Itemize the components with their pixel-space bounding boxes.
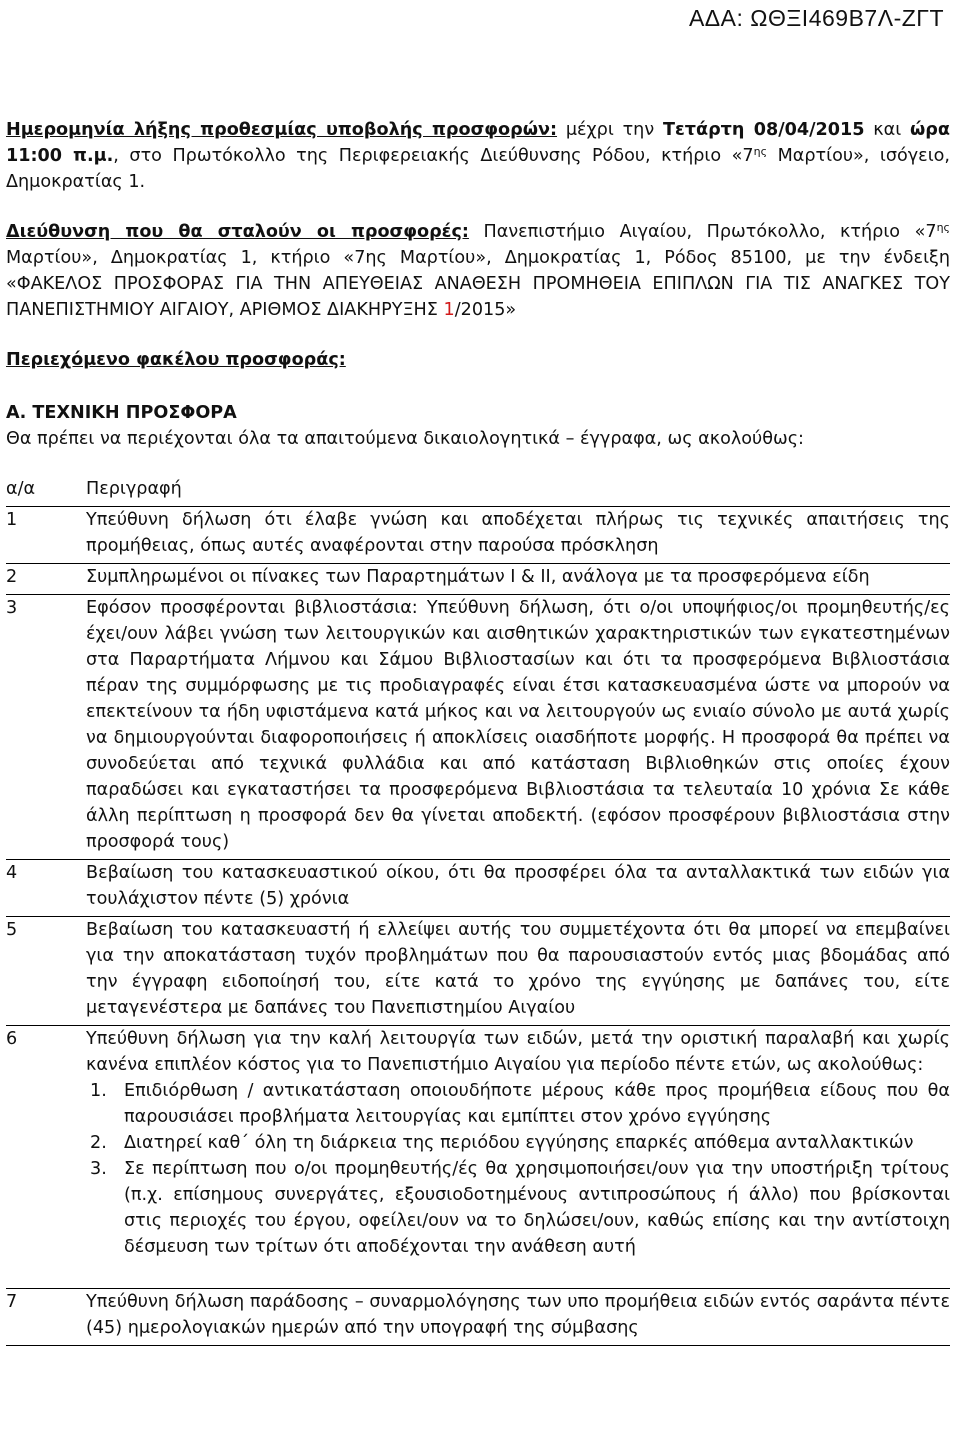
address-paragraph	[6, 219, 950, 323]
row-description	[86, 1026, 950, 1289]
row-description: Βεβαίωση του κατασκευαστικού οίκου, ότι θα προσφέρει όλα τα ανταλλακτικά των ειδών για τουλάχιστον πέντε (5) χρόνια	[86, 860, 950, 917]
address-superscript: ης	[936, 221, 950, 234]
deadline-text-2: και	[864, 120, 911, 140]
documents-table	[6, 476, 950, 1346]
sub-list-item	[86, 1130, 950, 1156]
deadline-text-4: Μαρτίου», ισόγειο, Δημοκρατίας 1.	[6, 146, 951, 192]
section-a-title: Α. ΤΕΧΝΙΚΗ ΠΡΟΣΦΟΡΑ	[6, 403, 237, 423]
deadline-paragraph	[6, 117, 950, 195]
sub-list-item	[86, 1156, 950, 1260]
sub-item-number: 1.	[90, 1081, 107, 1101]
header-description: Περιγραφή	[86, 479, 182, 499]
sub-item-number: 3.	[90, 1159, 107, 1179]
sub-item-number: 2.	[90, 1133, 107, 1153]
deadline-label: Ημερομηνία λήξης προθεσμίας υποβολής προσφορών:	[6, 120, 558, 140]
header-number: α/α	[6, 479, 36, 499]
deadline-superscript: ης	[753, 145, 768, 158]
row-description: Υπεύθυνη δήλωση ότι έλαβε γνώση και αποδέχεται πλήρως τις τεχνικές απαιτήσεις της προμήθειας, όπως αυτές αναφέρονται στην παρούσα πρόσκληση	[86, 507, 950, 564]
spacer	[86, 1260, 950, 1284]
deadline-text-3: , στο Πρωτόκολλο της Περιφερειακής Διεύθυνσης Ρόδου, κτήριο «7	[113, 146, 754, 166]
sub-item-text: Επιδιόρθωση / αντικατάσταση οποιουδήποτε μέρους κάθε προς προμήθεια είδους που θα παρουσιάσει προβλήματα λειτουργίας και εμπίπτει στον χρόνο εγγύησης	[124, 1081, 950, 1127]
address-text-3: /2015»	[454, 300, 517, 320]
deadline-day: Τετάρτη 08/04/2015	[662, 120, 865, 140]
declaration-number: 1	[443, 300, 455, 320]
sub-item-text: Σε περίπτωση που ο/οι προμηθευτής/ές θα χρησιμοποιήσει/ουν για την υποστήριξη τρίτους (π.χ. επίσημους συνεργάτες, εξουσιοδοτημένους αντιπροσώπους ή άλλο) που βρίσκονται στις περιοχές του έργου, οφείλει/ουν να το δηλώσει/ουν, καθώς επίσης και την αντίστοιχη δέσμευση των τρίτων ότι αποδέχονται την ανάθεση αυτή	[124, 1159, 950, 1257]
row-number: 3	[6, 595, 86, 860]
table-row	[6, 1289, 950, 1346]
row-number: 2	[6, 564, 86, 595]
table-row	[6, 564, 950, 595]
address-text-1: Πανεπιστήμιο Αιγαίου, Πρωτόκολλο, κτήριο «7	[468, 222, 937, 242]
row-number: 5	[6, 917, 86, 1026]
deadline-time: ώρα 11:00 π.μ.	[6, 120, 950, 166]
row-number: 4	[6, 860, 86, 917]
row-description: Εφόσον προσφέρονται βιβλιοστάσια: Υπεύθυνη δήλωση, ότι ο/οι υποψήφιος/οι προμηθευτής/ες έχει/ουν λάβει γνώση των λειτουργικών και αισθητικών χαρακτηριστικών των εγκατεστημένων στα Παραρτήματα Λήμνου και Σάμου Βιβλιοστασίων και ότι τα προσφερόμενα Βιβλιοστάσια πέραν της συμμόρφωσης με τις προδιαγραφές είναι έτσι κατασκευασμένα ώστε να μπορούν να επεκτείνουν τα ήδη υφιστάμενα κατά μήκος και να λειτουργούν ως ενιαίο σύνολο με αυτά χωρίς να δημιουργούνται διαφοροποιήσεις ή αποκλίσεις οιασδήποτε μορφής. Η προσφορά θα πρέπει να συνοδεύεται από τεχνικά φυλλάδια και από κατάσταση Βιβλιοθηκών στις οποίες έχουν παραδώσει και εγκαταστήσει τα προσφερόμενα Βιβλιοστάσια τα τελευταία 10 χρόνια Σε κάθε άλλη περίπτωση η προσφορά δεν θα γίνεται αποδεκτή. (εφόσον προσφέρουν βιβλιοστάσια στην προσφορά τους)	[86, 595, 950, 860]
address-label: Διεύθυνση που θα σταλούν οι προσφορές:	[6, 222, 469, 242]
table-row	[6, 595, 950, 860]
table-row	[6, 1026, 950, 1289]
table-row	[6, 917, 950, 1026]
row-description: Υπεύθυνη δήλωση παράδοσης – συναρμολόγησης των υπο προμήθεια ειδών εντός σαράντα πέντε (45) ημερολογιακών ημερών από την υπογραφή της σύμβασης	[86, 1289, 950, 1346]
ada-code: ΑΔΑ: ΩΘΞΙ469Β7Λ-ΖΓΤ	[688, 5, 944, 31]
deadline-text-1: μέχρι την	[557, 120, 663, 140]
sub-list-item	[86, 1078, 950, 1130]
table-row	[6, 507, 950, 564]
row-description: Συμπληρωμένοι οι πίνακες των Παραρτημάτων Ι & ΙΙ, ανάλογα με τα προσφερόμενα είδη	[86, 564, 950, 595]
contents-heading: Περιεχόμενο φακέλου προσφοράς:	[6, 350, 346, 370]
address-text-2: Μαρτίου», Δημοκρατίας 1, κτήριο «7ης Μαρτίου», Δημοκρατίας 1, Ρόδος 85100, με την ένδειξη «ΦΑΚΕΛΟΣ ΠΡΟΣΦΟΡΑΣ ΓΙΑ ΤΗΝ ΑΠΕΥΘΕΙΑΣ ΑΝΑΘΕΣΗ ΠΡΟΜΗΘΕΙΑ ΕΠΙΠΛΩΝ ΓΙΑ ΤΙΣ ΑΝΑΓΚΕΣ ΤΟΥ ΠΑΝΕΠΙΣΤΗΜΙΟΥ ΑΙΓΑΙΟΥ, ΑΡΙΘΜΟΣ ΔΙΑΚΗΡΥΞΗΣ	[6, 248, 950, 320]
row-number: 1	[6, 507, 86, 564]
sub-item-text: Διατηρεί καθ΄ όλη τη διάρκεια της περιόδου εγγύησης επαρκές απόθεμα ανταλλακτικών	[124, 1133, 914, 1153]
row-number: 7	[6, 1289, 86, 1346]
section-a-intro: Θα πρέπει να περιέχονται όλα τα απαιτούμενα δικαιολογητικά – έγγραφα, ως ακολούθως:	[6, 429, 804, 449]
table-header-row	[6, 476, 950, 507]
row-description-text: Υπεύθυνη δήλωση για την καλή λειτουργία των ειδών, μετά την οριστική παραλαβή και χωρίς κανένα επιπλέον κόστος για το Πανεπιστήμιο Αιγαίου για περίοδο πέντε ετών, ως ακολούθως:	[86, 1029, 950, 1075]
row-description: Βεβαίωση του κατασκευαστή ή ελλείψει αυτής του συμμετέχοντα ότι θα μπορεί να επεμβαίνει για την αποκατάσταση τυχόν προβλημάτων που θα παρουσιαστούν εντός μιας βδομάδας από την έγγραφη ειδοποίησή του, είτε κατά το χρόνο της εγγύησης με δαπάνες του, είτε μεταγενέστερα με δαπάνες του Πανεπιστημίου Αιγαίου	[86, 917, 950, 1026]
table-row	[6, 860, 950, 917]
row-number: 6	[6, 1026, 86, 1289]
